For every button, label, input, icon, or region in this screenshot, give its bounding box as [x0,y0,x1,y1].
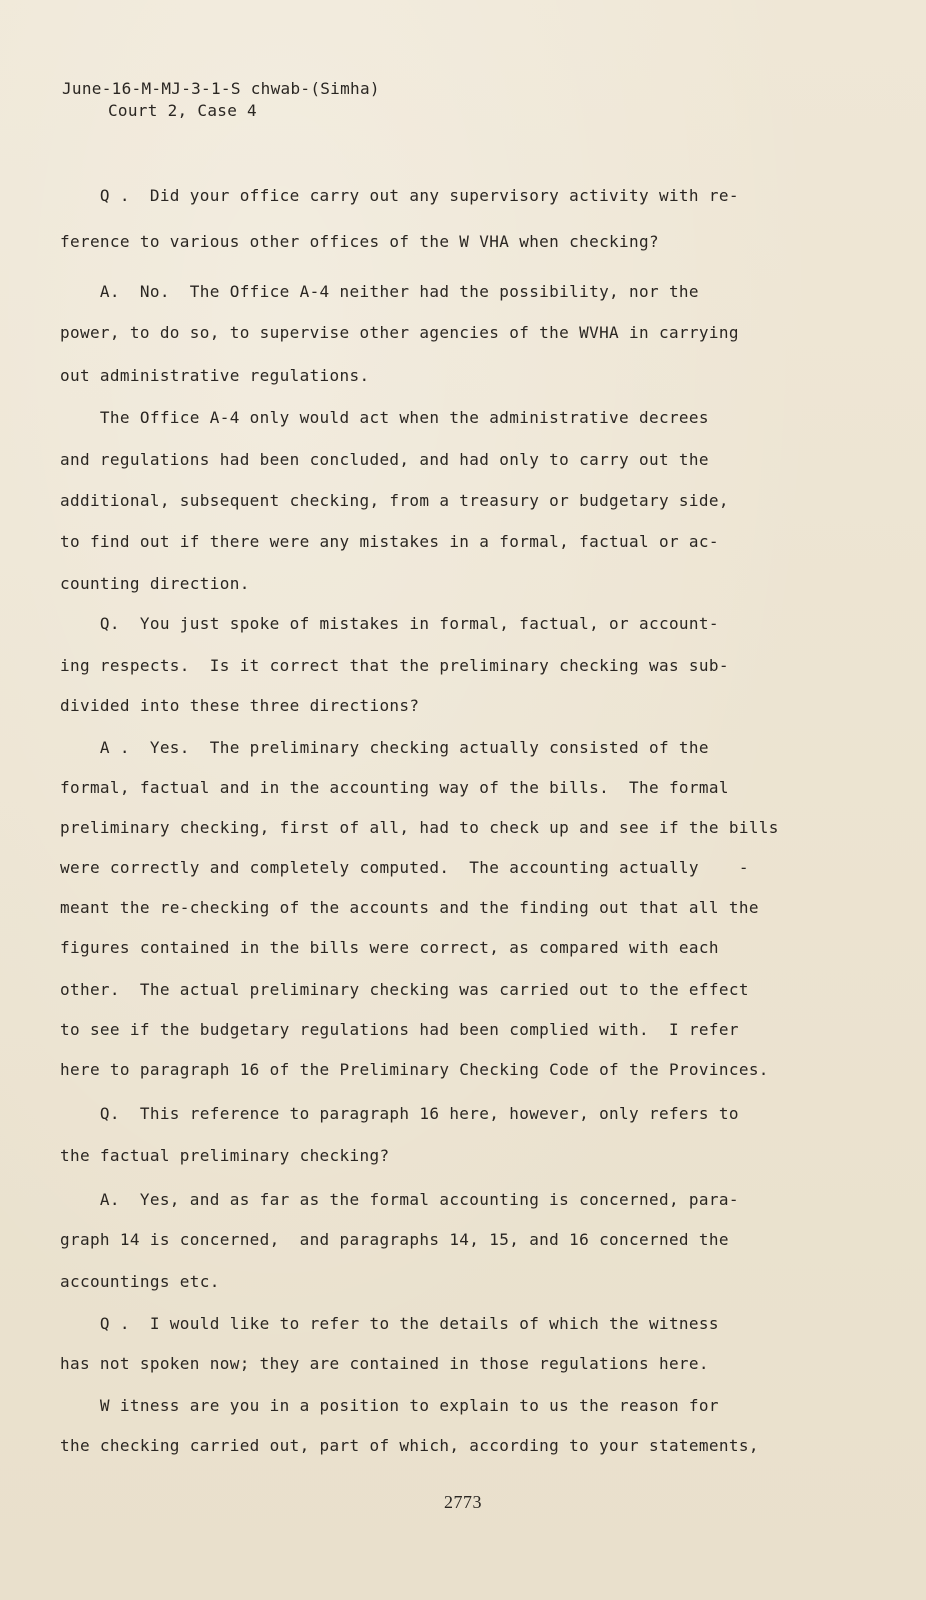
header-court-case: Court 2, Case 4 [108,101,257,120]
transcript-line: divided into these three directions? [60,696,420,715]
header-reference: June-16-M-MJ-3-1-S chwab-(Simha) [62,79,380,98]
transcript-line: additional, subsequent checking, from a treasury or budgetary side, [60,491,729,510]
transcript-line: meant the re-checking of the accounts and the finding out that all the [60,898,759,917]
document-header [62,78,380,122]
transcript-line: other. The actual preliminary checking was carried out to the effect [60,980,749,999]
page-number: 2773 [444,1492,482,1512]
transcript-line: Q . Did your office carry out any supervisory activity with re- [60,186,739,205]
transcript-line: Q. You just spoke of mistakes in formal, factual, or account- [60,614,719,633]
transcript-line: has not spoken now; they are contained in those regulations here. [60,1354,709,1373]
transcript-line: A. Yes, and as far as the formal accounting is concerned, para- [60,1190,739,1209]
transcript-line: ference to various other offices of the W VHA when checking? [60,232,659,251]
transcript-line: counting direction. [60,574,250,593]
transcript-line: formal, factual and in the accounting way of the bills. The formal [60,778,729,797]
transcript-line: out administrative regulations. [60,366,370,385]
transcript-line: Q . I would like to refer to the details of which the witness [60,1314,719,1333]
transcript-line: graph 14 is concerned, and paragraphs 14, 15, and 16 concerned the [60,1230,729,1249]
transcript-line: The Office A-4 only would act when the administrative decrees [60,408,709,427]
transcript-line: accountings etc. [60,1272,220,1291]
transcript-line: the factual preliminary checking? [60,1146,390,1165]
transcript-line: were correctly and completely computed. The accounting actually - [60,858,749,877]
transcript-line: the checking carried out, part of which, according to your statements, [60,1436,759,1455]
transcript-line: power, to do so, to supervise other agencies of the WVHA in carrying [60,323,739,342]
transcript-line: ing respects. Is it correct that the preliminary checking was sub- [60,656,729,675]
transcript-line: W itness are you in a position to explain to us the reason for [60,1396,719,1415]
transcript-line: figures contained in the bills were correct, as compared with each [60,938,719,957]
transcript-line: A. No. The Office A-4 neither had the possibility, nor the [60,282,699,301]
transcript-line: to see if the budgetary regulations had been complied with. I refer [60,1020,739,1039]
transcript-line: Q. This reference to paragraph 16 here, however, only refers to [60,1104,739,1123]
transcript-line: to find out if there were any mistakes in a formal, factual or ac- [60,532,719,551]
transcript-line: A . Yes. The preliminary checking actually consisted of the [60,738,709,757]
transcript-line: and regulations had been concluded, and had only to carry out the [60,450,709,469]
transcript-line: here to paragraph 16 of the Preliminary Checking Code of the Provinces. [60,1060,769,1079]
transcript-line: preliminary checking, first of all, had to check up and see if the bills [60,818,779,837]
